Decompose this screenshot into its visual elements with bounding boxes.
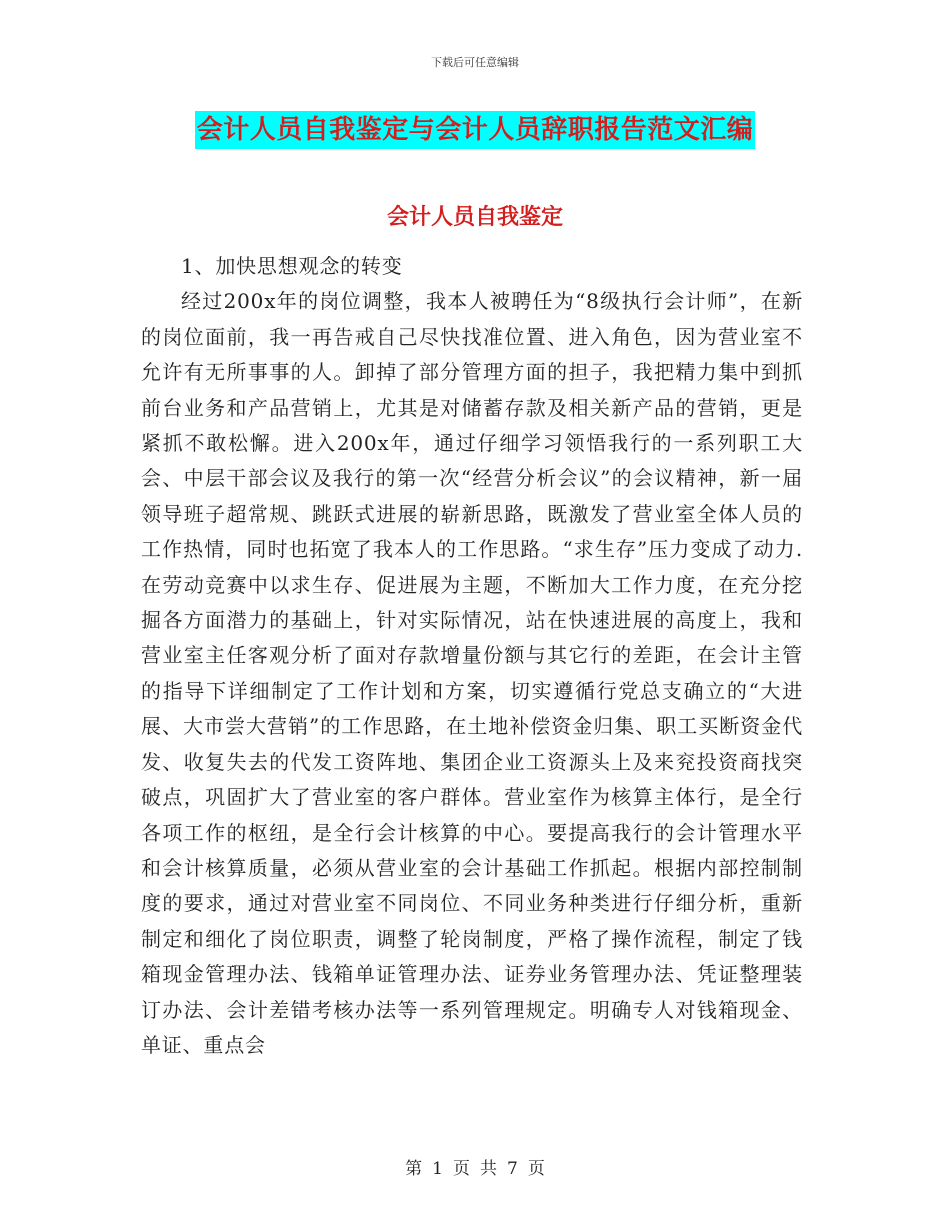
footer-prefix: 第 bbox=[405, 1159, 423, 1179]
paragraph-heading: 1、加快思想观念的转变 bbox=[181, 254, 403, 278]
page-number: 1 bbox=[432, 1159, 443, 1179]
paragraph: 经过200x年的岗位调整，我本人被聘任为“8级执行会计师”，在新的岗位面前，我一再告戒自己尽快找准位置、进入角色，因为营业室不允许有无所事事的人。卸掉了部分管理方面的担子，我把精力集中到抓前台业务和产品营销上，尤其是对储蓄存款及相关新产品的营销，更是紧抓不敢松懈。进入200x年，通过仔细学习领悟我行的一系列职工大会、中层干部会议及我行的第一次“经营分析会议”的会议精神，新一届领导班子超常规、跳跃式进展的崭新思路，既激发了营业室全体人员的工作热情，同时也拓宽了我本人的工作思路。“求生存”压力变成了动力.在劳动竞赛中以求生存、促进展为主题，不断加大工作力度，在充分挖掘各方面潜力的基础上，针对实际情况，站在快速进展的高度上，我和营业室主任客观分析了面对存款增量份额与其它行的差距，在会计主管的指导下详细制定了工作计划和方案，切实遵循行党总支确立的“大进展、大市尝大营销”的工作思路，在土地补偿资金归集、职工买断资金代发、收复失去的代发工资阵地、集团企业工资源头上及来兖投资商找突破点，巩固扩大了营业室的客户群体。营业室作为核算主体行，是全行各项工作的枢纽，是全行会计核算的中心。要提高我行的会计管理水平和会计核算质量，必须从营业室的会计基础工作抓起。根据内部控制制度的要求，通过对营业室不同岗位、不同业务种类进行仔细分析，重新制定和细化了岗位职责，调整了轮岗制度，严格了操作流程，制定了钱箱现金管理办法、钱箱单证管理办法、证券业务管理办法、凭证整理装订办法、会计差错考核办法等一系列管理规定。明确专人对钱箱现金、单证、重点会 bbox=[141, 289, 803, 1057]
footer-total-label: 共 bbox=[480, 1159, 497, 1179]
page-footer bbox=[0, 1154, 950, 1179]
document-main-title: 会计人员自我鉴定与会计人员辞职报告范文汇编 bbox=[195, 111, 756, 149]
footer-suffix: 页 bbox=[527, 1159, 545, 1179]
document-body bbox=[141, 249, 803, 1063]
header-note: 下载后可任意编辑 bbox=[431, 56, 519, 69]
main-title-container bbox=[0, 111, 950, 149]
section-title: 会计人员自我鉴定 bbox=[386, 205, 563, 230]
total-pages: 7 bbox=[507, 1159, 518, 1179]
footer-page-label: 页 bbox=[453, 1159, 470, 1179]
